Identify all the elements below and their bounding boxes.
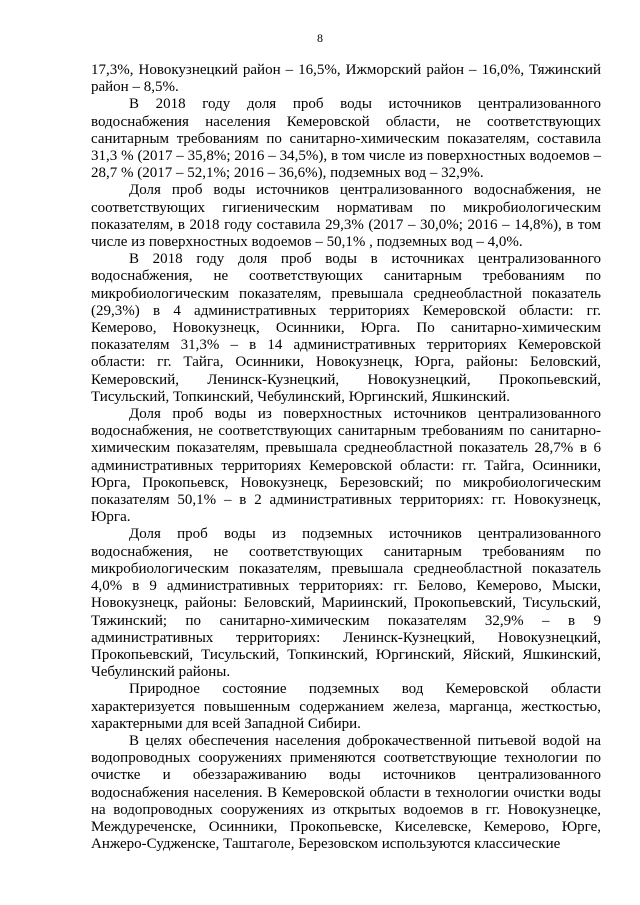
paragraph-natural-state: Природное состояние подземных вод Кемеровской области характеризуется повышенным содержанием железа, марганца, жесткостью, характерными для всей Западной Сибири.	[91, 681, 601, 732]
paragraph-territories-exceeding: В 2018 году доля проб воды в источниках централизованного водоснабжения, не соответствующих санитарным требованиям по микробиологическим показателям, превышала среднеобластной показатель (29,3%) в 4 административных территориях Кемеровской области: гг. Кемерово, Новокузнецк, Осинники, Юрга. По санитарно-химическим показателям 31,3% – в 14 административных территориях Кемеровской области: гг. Тайга, Осинники, Новокузнецк, Юрга, районы: Беловский, Кемеровский, Ленинск-Кузнецкий, Новокузнецкий, Прокопьевский, Тисульский, Топкинский, Чебулинский, Юргинский, Яшкинский.	[91, 251, 601, 405]
paragraph-surface-sources: Доля проб воды из поверхностных источников централизованного водоснабжения, не соответствующих санитарным требованиям по санитарно-химическим показателям, превышала среднеобластной показатель 28,7% в 6 административных территориях Кемеровской области: гг. Тайга, Осинники, Юрга, Прокопьевск, Новокузнецк, Березовский; по микробиологическим показателям 50,1% – в 2 административных территориях: гг. Новокузнецк, Юрга.	[91, 406, 601, 526]
paragraph-underground-sources: Доля проб воды из подземных источников централизованного водоснабжения, не соответствующих санитарным требованиям по микробиологическим показателям, превышала среднеобластной показатель 4,0% в 9 административных территориях: гг. Белово, Кемерово, Мыски, Новокузнецк, районы: Беловский, Мариинский, Прокопьевский, Тисульский, Тяжинский; по санитарно-химическим показателям 32,9% – в 9 административных территориях: Ленинск-Кузнецкий, Новокузнецкий, Прокопьевский, Тисульский, Топкинский, Юргинский, Яйский, Яшкинский, Чебулинский районы.	[91, 526, 601, 681]
paragraph-continuation: 17,3%, Новокузнецкий район – 16,5%, Ижморский район – 16,0%, Тяжинский район – 8,5%.	[91, 62, 601, 96]
paragraph-water-treatment: В целях обеспечения населения доброкачественной питьевой водой на водопроводных сооружениях применяются соответствующие технологии по очистке и обеззараживанию воды источников централизованного водоснабжения населения. В Кемеровской области в технологии очистки воды на водопроводных сооружениях из открытых водоемов в гг. Новокузнецке, Междуреченске, Осинники, Прокопьевске, Киселевске, Кемерово, Юрге, Анжеро-Судженске, Таштаголе, Березовском используются классические	[91, 732, 601, 853]
paragraph-sanitary-chemical-share: В 2018 году доля проб воды источников централизованного водоснабжения населения Кемеровской области, не соответствующих санитарным требованиям по санитарно-химическим показателям, составила 31,3 % (2017 – 35,8%; 2016 – 34,5%), в том числе из поверхностных водоемов – 28,7 % (2017 – 52,1%; 2016 – 36,6%), подземных вод – 32,9%.	[91, 96, 601, 182]
document-body	[91, 62, 601, 853]
page-number: 8	[317, 31, 323, 45]
paragraph-microbiological-share: Доля проб воды источников централизованного водоснабжения, не соответствующих гигиеническим нормативам по микробиологическим показателям, в 2018 году составила 29,3% (2017 – 30,0%; 2016 – 14,8%), в том числе из поверхностных водоемов – 50,1% , подземных вод – 4,0%.	[91, 182, 601, 251]
